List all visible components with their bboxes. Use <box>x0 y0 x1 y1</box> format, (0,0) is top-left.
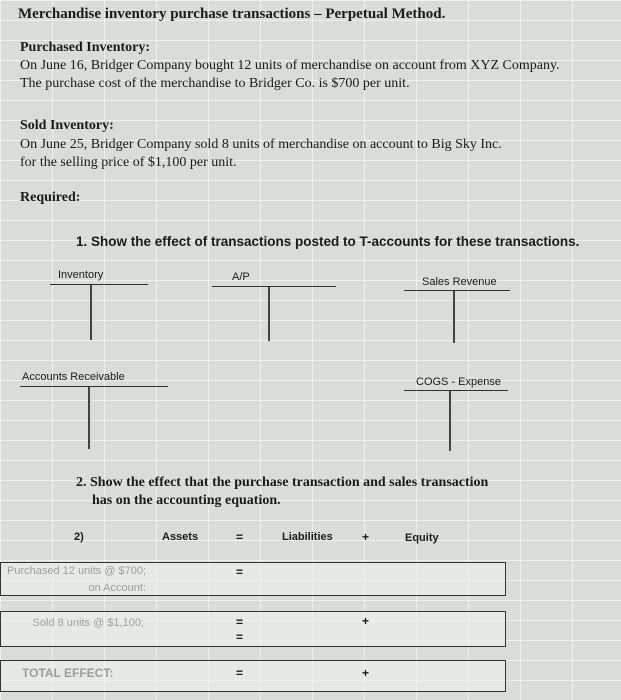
sold-heading: Sold Inventory: <box>20 118 114 133</box>
t-account-sales-revenue-top <box>404 290 510 291</box>
liabilities-header: Liabilities <box>282 531 333 543</box>
plus-header: + <box>362 530 370 544</box>
row-purchased-box[interactable] <box>0 562 506 596</box>
equals-header: = <box>236 530 244 544</box>
question-2-line-1: 2. Show the effect that the purchase transaction and sales transaction <box>76 475 489 490</box>
row-total-equals: = <box>236 666 244 680</box>
row-sold-plus: + <box>362 614 370 628</box>
row-total-box[interactable] <box>0 660 506 692</box>
sold-line-1: On June 25, Bridger Company sold 8 units of merchandise on account to Big Sky Inc. <box>20 137 502 152</box>
t-account-accounts-receivable-divider <box>88 387 90 449</box>
required-label: Required: <box>20 190 81 205</box>
row-purchased-equals: = <box>236 565 244 579</box>
row-total-plus: + <box>362 666 370 680</box>
t-account-cogs-divider <box>449 391 451 451</box>
t-account-accounts-receivable-top <box>20 386 168 387</box>
equation-number: 2) <box>74 531 84 543</box>
t-account-sales-revenue-divider <box>453 291 455 343</box>
t-account-inventory-label: Inventory <box>58 269 104 281</box>
page-title: Merchandise inventory purchase transactions – Perpetual Method. <box>18 6 446 22</box>
t-account-cogs-top <box>404 390 508 391</box>
question-2-line-2: has on the accounting equation. <box>92 493 281 508</box>
t-account-ap-top <box>212 286 336 287</box>
t-account-inventory-top <box>50 284 148 285</box>
t-account-cogs-label: COGS - Expense <box>416 376 501 388</box>
t-account-inventory-divider <box>90 285 92 340</box>
purchased-line-2: The purchase cost of the merchandise to Bridger Co. is $700 per unit. <box>20 76 410 91</box>
purchased-line-1: On June 16, Bridger Company bought 12 units of merchandise on account from XYZ Company. <box>20 58 560 73</box>
assets-header: Assets <box>162 531 199 543</box>
row-sold-box[interactable] <box>0 611 506 647</box>
purchased-heading: Purchased Inventory: <box>20 40 151 55</box>
row-sold-equals-2: = <box>236 630 244 644</box>
t-account-ap-label: A/P <box>232 271 250 283</box>
t-account-ap-divider <box>268 287 270 341</box>
question-1: 1. Show the effect of transactions posted to T-accounts for these transactions. <box>76 234 580 249</box>
t-account-accounts-receivable-label: Accounts Receivable <box>22 371 125 383</box>
row-sold-equals-1: = <box>236 615 244 629</box>
equity-header: Equity <box>405 532 439 544</box>
t-account-sales-revenue-label: Sales Revenue <box>422 276 497 288</box>
sold-line-2: for the selling price of $1,100 per unit. <box>20 155 237 170</box>
